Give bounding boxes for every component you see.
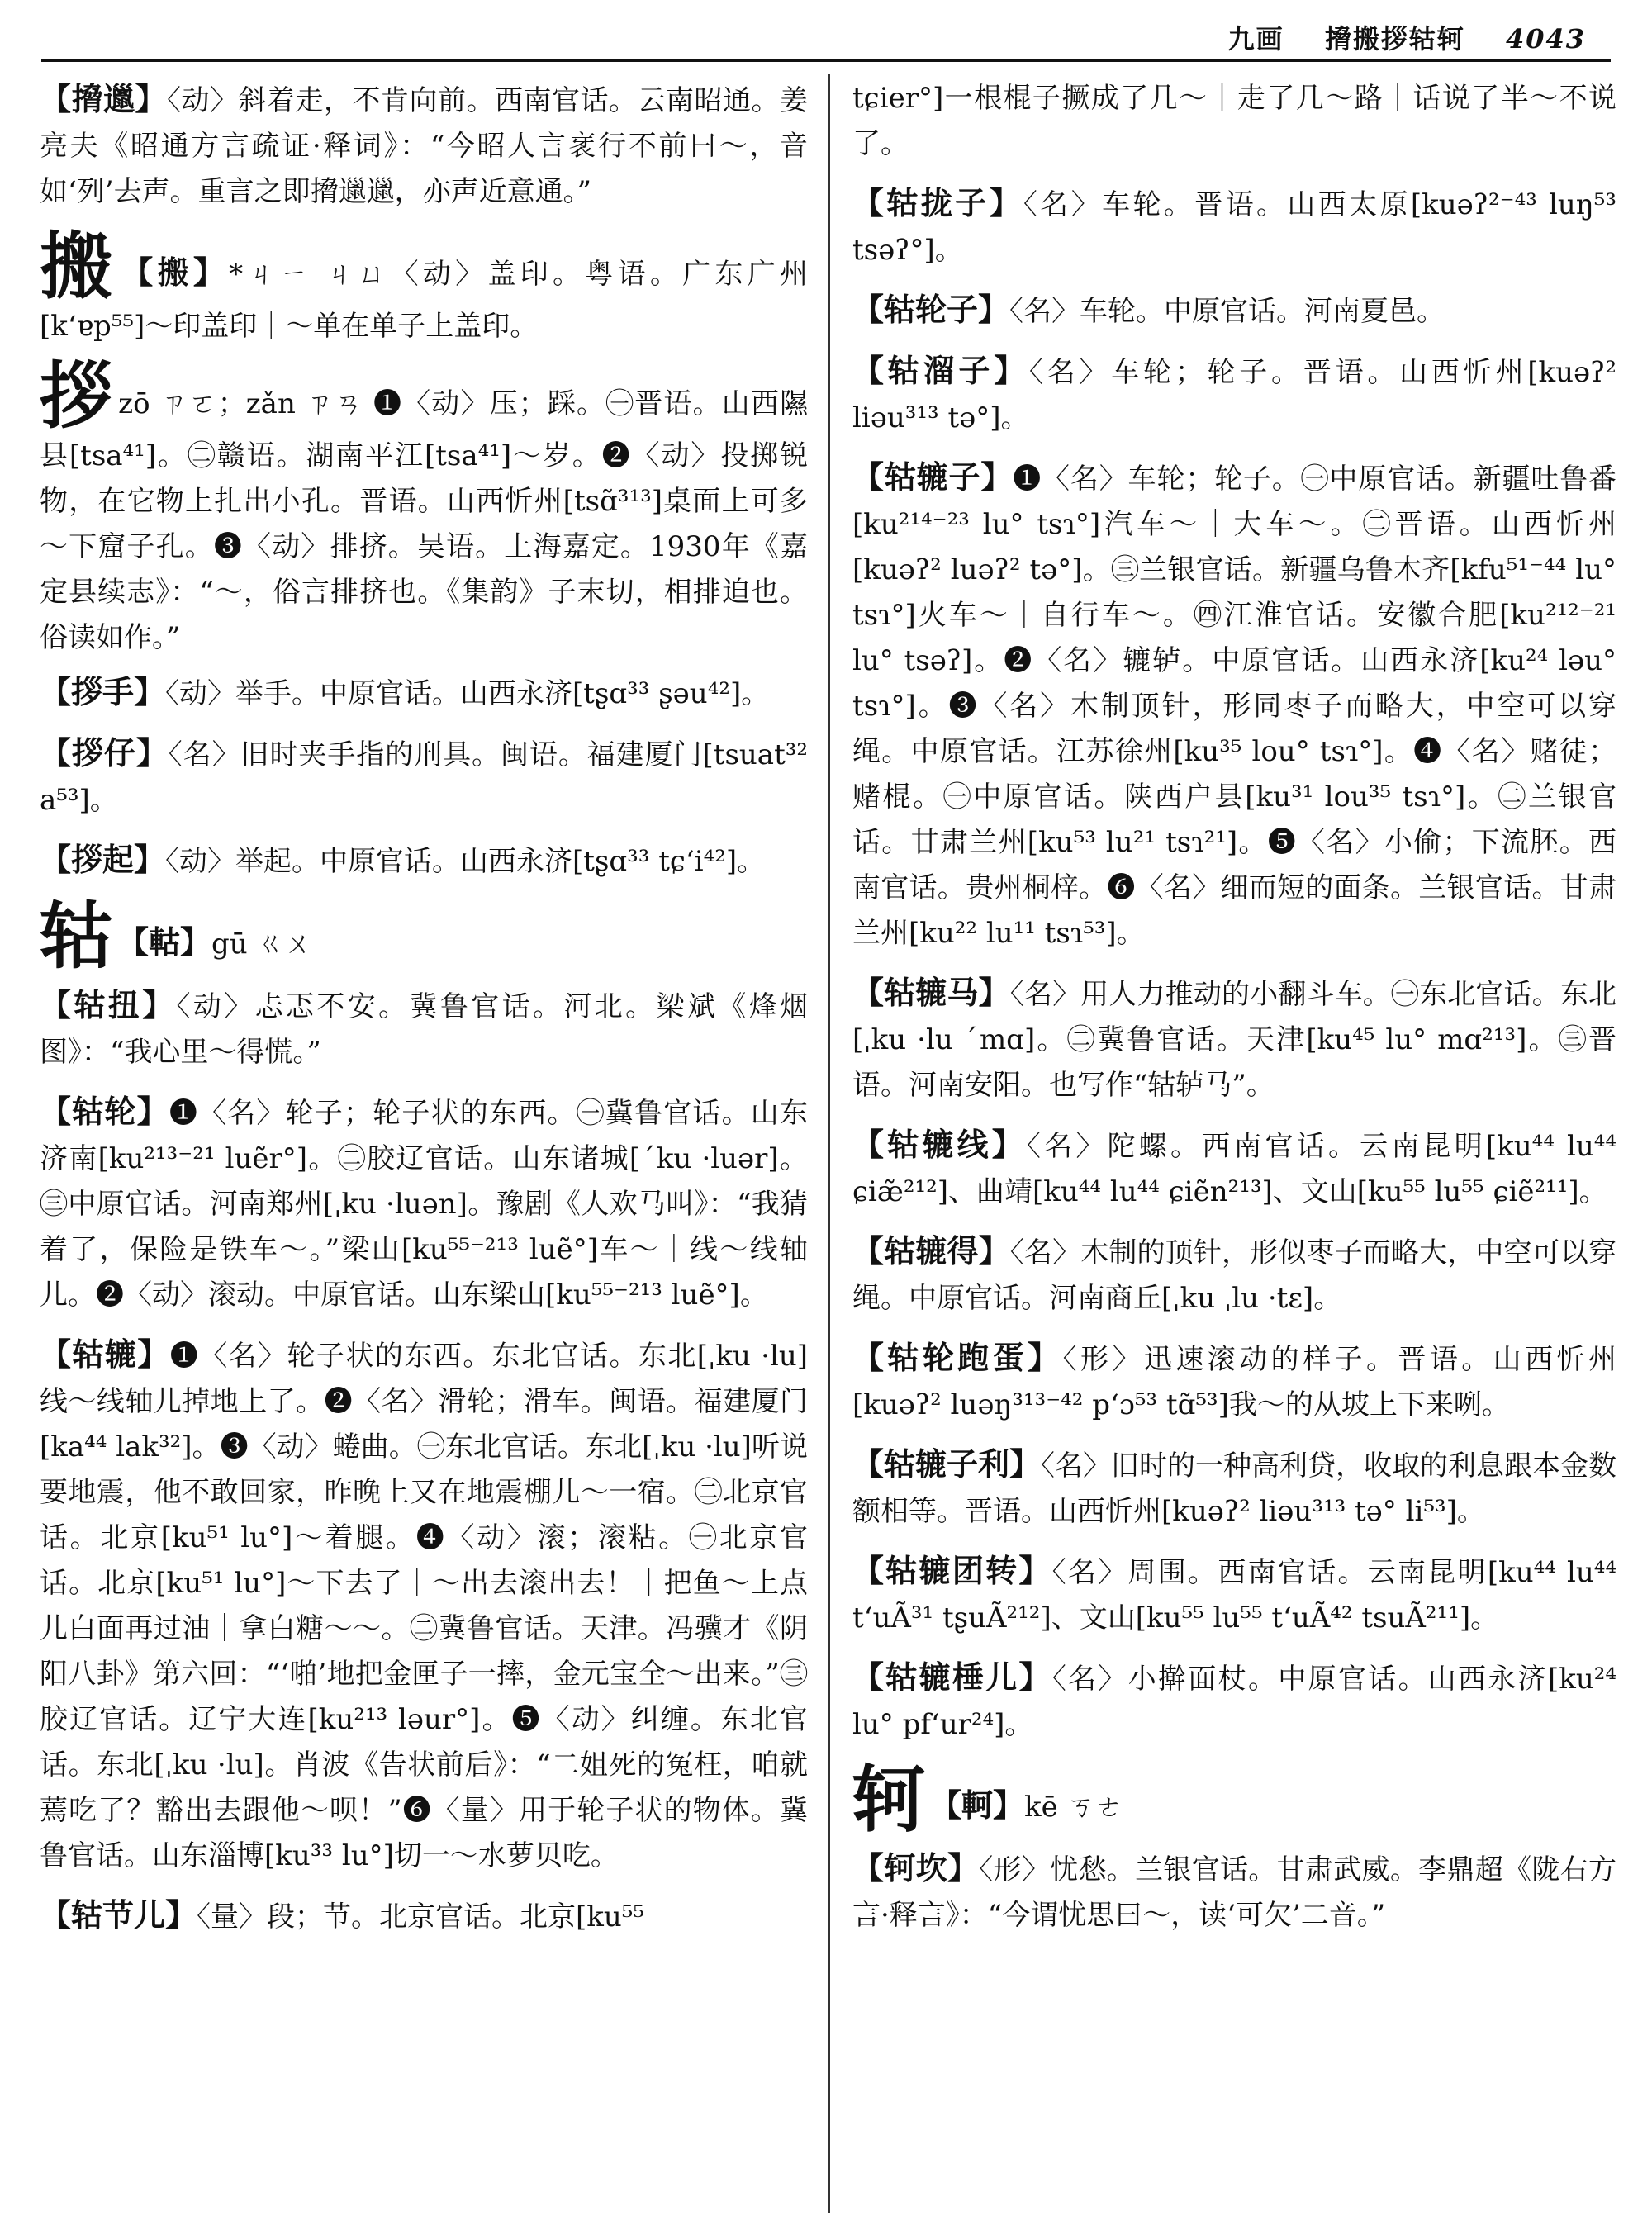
entry [852, 1228, 1616, 1321]
entry-headword: 【轱辘棰儿】 [852, 1658, 1052, 1696]
character-definition: zō ㄗㄛ；zǎn ㄗㄢ ❶〈动〉压；踩。㊀晋语。山西隰县[tsa⁴¹]。㊁赣语。湖南平江[tsa⁴¹]～岁。❷〈动〉投掷锐物，在它物上扎出小孔。晋语。山西忻州[tsɑ̃³¹³]桌面上可多～下窟子孔。❸〈动〉排挤。吴语。上海嘉定。1930年《嘉定县续志》：“～，俗言排挤也。《集韵》子末切，相排迫也。俗读如作。” [40, 387, 808, 654]
entry-definition: 〈名〉木制的顶针，形似枣子而略大，中空可以穿绳。中原官话。河南商丘[ˌku ˌlu ·tɛ]。 [852, 1236, 1616, 1315]
entry-definition: ❶〈名〉轮子状的东西。东北官话。东北[ˌku ·lu]线～线轴儿掉地上了。❷〈名〉滑轮；滑车。闽语。福建厦门[ka⁴⁴ lak³²]。❸〈动〉蜷曲。㊀东北官话。东北[ˌku ·lu]听说要地震，他不敢回家，昨晚上又在地震棚儿～一宿。㊁北京官话。北京[ku⁵¹ lu°]～着腿。❹〈动〉滚；滚粘。㊀北京官话。北京[ku⁵¹ lu°]～下去了｜～出去滚出去！｜把鱼～上点儿白面再过油｜拿白糖～～。㊁冀鲁官话。天津。冯骥才《阴阳八卦》第六回：“‘啪’地把金匣子一摔，金元宝全～出来。”㊂胶辽官话。辽宁大连[ku²¹³ ləur°]。❺〈动〉纠缠。东北官话。东北[ˌku ·lu]。肖波《告状前后》：“二姐死的冤枉，咱就蔫吃了？豁出去跟他～呗！”❻〈量〉用于轮子状的物体。冀鲁官话。山东淄博[ku³³ lu°]切一～水萝贝吃。 [40, 1340, 808, 1872]
entry-headword: 【轱辘子】 [852, 458, 1014, 496]
head-characters: 搚搬拶轱轲 [1324, 23, 1465, 55]
entry-definition: 〈名〉车轮。中原官话。河南夏邑。 [1009, 295, 1446, 328]
character-entry [40, 223, 808, 349]
head-character: 搬 [40, 223, 117, 309]
entry [40, 669, 808, 717]
entry [852, 1654, 1616, 1748]
entry [40, 1892, 808, 1940]
entry-headword: 【拶仔】 [40, 734, 169, 771]
entry-definition: 〈名〉用人力推动的小翻斗车。㊀东北官话。东北[ˌku ·lu ˊmɑ]。㊁冀鲁官话。天津[ku⁴⁵ lu° mɑ²¹³]。㊂晋语。河南安阳。也写作“轱轳马”。 [852, 978, 1616, 1102]
header-rule [41, 59, 1611, 62]
entry [852, 1122, 1616, 1215]
entry-continuation [852, 76, 1616, 167]
entry-definition: 〈形〉迅速滚动的样子。晋语。山西忻州[kuəʔ² luəŋ³¹³⁻⁴² pʻɔ⁵³ tɑ̃⁵³]我～的从坡上下来咧。 [852, 1343, 1616, 1421]
entry-headword: 【轱节儿】 [40, 1896, 197, 1933]
left-column [40, 76, 808, 1953]
entry [852, 1845, 1616, 1938]
entry-headword: 【轱轮跑蛋】 [852, 1339, 1063, 1376]
entry-headword: 【轱辘马】 [852, 974, 1010, 1011]
entry [852, 970, 1616, 1108]
entry-headword: 【轱辘团转】 [852, 1552, 1052, 1589]
entry-definition: 〈名〉旧时的一种高利贷，收取的利息跟本金数额相等。晋语。山西忻州[kuəʔ² liəu³¹³ tə° li⁵³]。 [852, 1450, 1617, 1528]
character-entry [852, 1756, 1616, 1842]
entry [40, 1089, 808, 1318]
entry [40, 837, 808, 885]
entry-definition: 〈形〉忧愁。兰银官话。甘肃武威。李鼎超《陇右方言·释言》：“今谓忧思曰～，读‘可欠’二音。” [852, 1853, 1616, 1932]
entry-headword: 【轱轮】 [40, 1093, 169, 1130]
entry-definition: 〈动〉忐忑不安。冀鲁官话。河北。梁斌《烽烟图》：“我心里～得慌。” [40, 990, 808, 1069]
entry [852, 1335, 1616, 1428]
entry-headword: 【轱拢子】 [852, 184, 1023, 221]
column-divider [828, 74, 830, 2213]
entry-definition: 〈名〉旧时夹手指的刑具。闽语。福建厦门[tsuat³² a⁵³]。 [40, 738, 808, 817]
entry-headword: 【轱辘线】 [852, 1126, 1027, 1163]
entry [852, 454, 1616, 956]
entry-headword: 【轲坎】 [852, 1849, 980, 1886]
right-column [852, 76, 1616, 1952]
entry [852, 1548, 1616, 1641]
entry-headword: 【轱辘子利】 [852, 1445, 1042, 1483]
head-character: 轱 [40, 893, 113, 979]
entry-definition: ❶〈名〉轮子；轮子状的东西。㊀冀鲁官话。山东济南[ku²¹³⁻²¹ luẽr°]。㊁胶辽官话。山东诸城[ˊku ·luər]。㊂中原官话。河南郑州[ˌku ·luən]。豫剧《人欢马叫》：“我猜着了，保险是铁车～。”梁山[ku⁵⁵⁻²¹³ luẽ°]车～｜线～线轴儿。❷〈动〉滚动。中原官话。山东梁山[ku⁵⁵⁻²¹³ luẽ°]。 [40, 1097, 808, 1312]
entry-headword: 【轱轮子】 [852, 291, 1010, 328]
entry-definition: 〈名〉小擀面杖。中原官话。山西永济[ku²⁴ lu° pfʻur²⁴]。 [852, 1663, 1616, 1741]
running-head [1199, 18, 1586, 56]
entry [852, 180, 1616, 273]
entry [40, 982, 808, 1075]
entry-headword: 【拶手】 [40, 673, 166, 710]
entry-definition: 〈名〉车轮。晋语。山西太原[kuəʔ²⁻⁴³ luŋ⁵³ tsəʔ°]。 [852, 188, 1616, 267]
entry-definition: 〈名〉车轮；轮子。晋语。山西忻州[kuəʔ² liəu³¹³ tə°]。 [852, 356, 1616, 434]
entry [40, 76, 808, 215]
entry-definition: 〈名〉周围。西南官话。云南昆明[ku⁴⁴ lu⁴⁴ tʻuÃ³¹ tʂuÃ²¹²]、文山[ku⁵⁵ lu⁵⁵ tʻuÃ⁴² tsuÃ²¹¹]。 [852, 1556, 1616, 1635]
traditional-form: 【軻】 [930, 1786, 1025, 1824]
character-definition: *ㄐㄧ ㄐㄩ〈动〉盖印。粤语。广东广州[kʻɐp⁵⁵]～印盖印｜～单在单子上盖印。 [40, 258, 808, 343]
entry-headword: 【搚邋】 [40, 80, 167, 117]
entry-headword: 【轱扭】 [40, 986, 177, 1023]
entry-headword: 【拶起】 [40, 841, 166, 878]
entry [40, 1331, 808, 1879]
entry-headword: 【轱溜子】 [852, 352, 1029, 389]
entry [852, 1441, 1616, 1535]
entry [852, 287, 1616, 334]
entry-definition: 〈动〉举起。中原官话。山西永济[tʂɑ³³ tɕʻi⁴²]。 [165, 845, 766, 878]
character-definition: gū ㄍㄨ [211, 928, 313, 961]
entry-headword: 【轱辘】 [40, 1336, 170, 1373]
section-label: 九画 [1227, 23, 1284, 55]
entry-definition: 〈动〉斜着走，不肯向前。西南官话。云南昭通。姜亮夫《昭通方言疏证·释词》：“今昭人言衺行不前曰～，音如‘列’去声。重言之即搚邋邋，亦声近意通。” [40, 84, 808, 208]
entry-definition: ❶〈名〉车轮；轮子。㊀中原官话。新疆吐鲁番[ku²¹⁴⁻²³ lu° tsɿ°]汽车～｜大车～。㊁晋语。山西忻州[kuəʔ² luəʔ² tə°]。㊂兰银官话。新疆乌鲁木齐[kfu⁵¹⁻⁴⁴ lu° tsɿ°]火车～｜自行车～。㊃江淮官话。安徽合肥[ku²¹²⁻²¹ lu° tsəʔ]。❷〈名〉辘轳。中原官话。山西永济[ku²⁴ ləu° tsɿ°]。❸〈名〉木制顶针，形同枣子而略大，中空可以穿绳。中原官话。江苏徐州[ku³⁵ lou° tsɿ°]。❹〈名〉赌徒；赌棍。㊀中原官话。陕西户县[ku³¹ lou³⁵ tsɿ°]。㊁兰银官话。甘肃兰州[ku⁵³ lu²¹ tsɿ²¹]。❺〈名〉小偷；下流胚。西南官话。贵州桐梓。❻〈名〉细而短的面条。兰银官话。甘肃兰州[ku²² lu¹¹ tsɿ⁵³]。 [852, 463, 1616, 950]
head-character: 轲 [852, 1756, 926, 1842]
entry-definition: tɕier°]一根棍子撅成了几～｜走了几～路｜话说了半～不说了。 [852, 82, 1616, 160]
entry-definition: 〈量〉段；节。北京官话。北京[ku⁵⁵ [197, 1900, 645, 1933]
entry [40, 730, 808, 823]
head-character: 拶 [40, 353, 114, 439]
entry-definition: 〈名〉陀螺。西南官话。云南昆明[ku⁴⁴ lu⁴⁴ ɕiæ̃²¹²]、曲靖[ku⁴⁴ lu⁴⁴ ɕiẽn²¹³]、文山[ku⁵⁵ lu⁵⁵ ɕiẽ²¹¹]。 [852, 1130, 1616, 1208]
entry [852, 348, 1616, 441]
entry-definition: 〈动〉举手。中原官话。山西永济[tʂɑ³³ ʂəu⁴²]。 [165, 677, 770, 710]
traditional-form: 【軲】 [117, 923, 212, 961]
page-number: 4043 [1505, 23, 1586, 55]
traditional-form: 【搬】 [121, 254, 230, 291]
character-entry [40, 353, 808, 661]
character-definition: kē ㄎㄜ [1024, 1791, 1123, 1824]
character-entry [40, 893, 808, 979]
entry-headword: 【轱辘得】 [852, 1232, 1010, 1269]
